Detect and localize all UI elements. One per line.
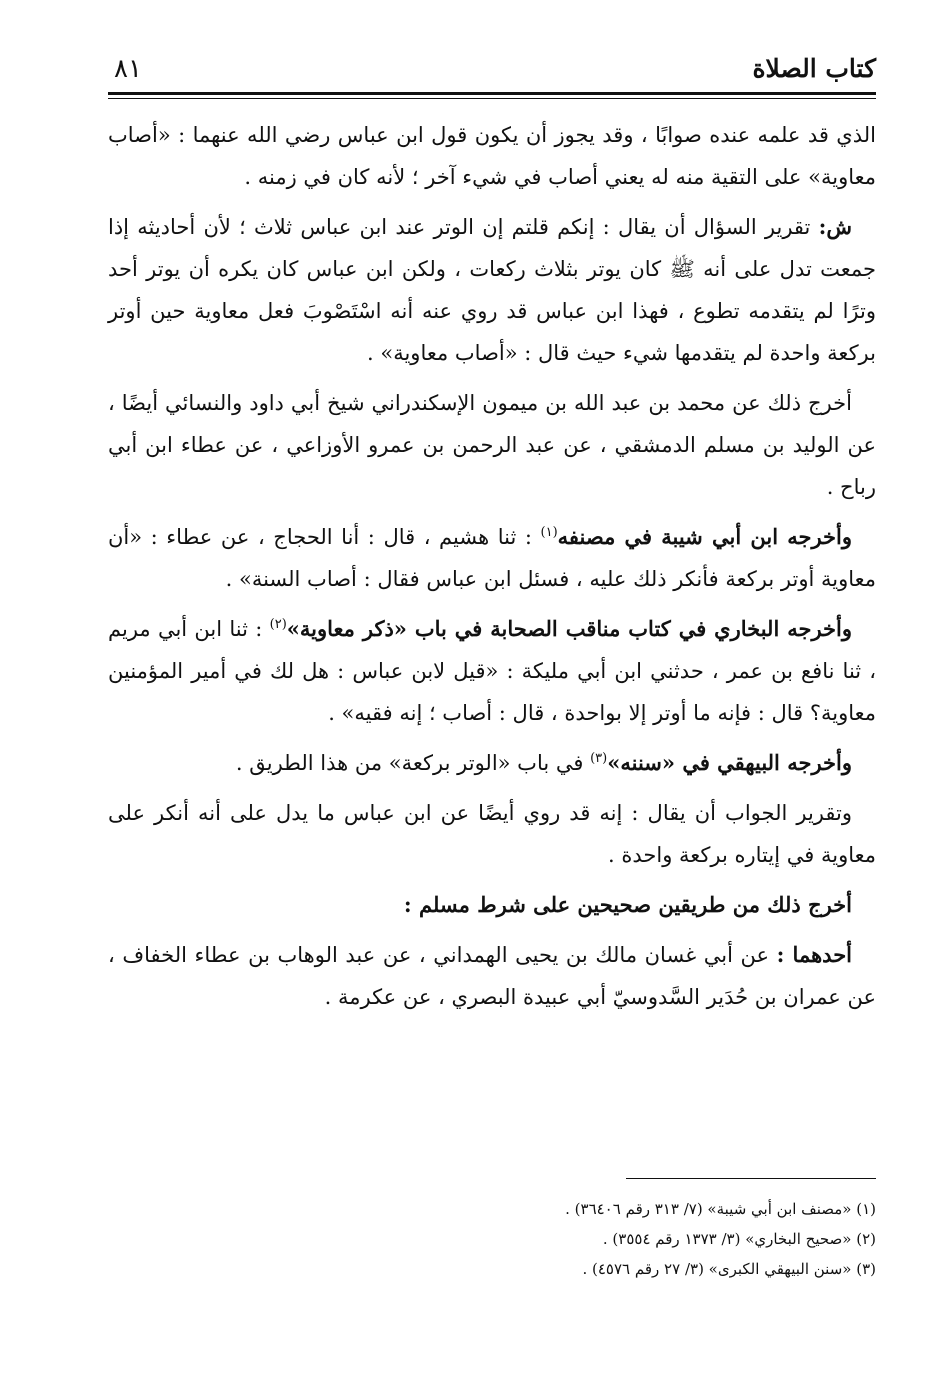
main-text: [108, 114, 876, 1026]
footnote-3: (٣) «سنن البيهقي الكبرى» (٣/ ٢٧ رقم ٤٥٧٦) .: [582, 1260, 876, 1278]
footnote-ref-1[interactable]: (١): [540, 525, 558, 540]
footnotes: [108, 1194, 876, 1284]
footnote-2: (٢) «صحيح البخاري» (٣/ ١٣٧٣ رقم ٣٥٥٤) .: [602, 1230, 876, 1248]
paragraph-7: [108, 792, 876, 876]
paragraph-lead: أحدهما :: [776, 942, 853, 967]
paragraph-lead: وأخرجه ابن أبي شيبة في مصنفه: [557, 524, 853, 549]
footnote-1: (١) «مصنف ابن أبي شيبة» (٧/ ٣١٣ رقم ٣٦٤٠٦) .: [565, 1200, 876, 1218]
paragraph-9: [108, 934, 876, 1018]
paragraph-4: [108, 516, 876, 600]
paragraph-1: [108, 114, 876, 198]
page-header: [108, 48, 876, 92]
paragraph-5: [108, 608, 876, 734]
paragraph-text: : ثنا هشيم ، قال : أنا الحجاج ، عن عطاء : «أن معاوية أوتر بركعة فأنكر ذلك عليه ، فسئل ابن عباس فقال : أصاب السنة» .: [108, 525, 876, 591]
paragraph-text: في باب «الوتر بركعة» من هذا الطريق .: [235, 751, 591, 775]
paragraph-text: تقرير السؤال أن يقال : إنكم قلتم إن الوتر عند ابن عباس ثلاث ؛ لأن أحاديثه إذا جمعت تدل على أنه ﷺ كان يوتر بثلاث ركعات ، ولكن ابن عباس كان يكره أن يوتر أحد وترًا لم يتقدمه تطوع ، فهذا ابن عباس قد روي عنه أنه اسْتَصْوبَ فعل معاوية حين أوتر بركعة واحدة لم يتقدمها شيء حيث قال : «أصاب معاوية» .: [108, 215, 876, 365]
header-rule-thin: [108, 98, 876, 99]
paragraph-text: الذي قد علمه عنده صوابًا ، وقد يجوز أن يكون قول ابن عباس رضي الله عنهما : «أصاب معاوية» على التقية منه له يعني أصاب في شيء آخر ؛ لأنه كان في زمنه .: [108, 123, 876, 189]
footnote-separator: [626, 1178, 876, 1179]
paragraph-lead: وأخرجه البيهقي في «سننه»: [607, 750, 852, 775]
paragraph-text: وتقرير الجواب أن يقال : إنه قد روي أيضًا عن ابن عباس ما يدل على أنه أنكر على معاوية في إيتاره بركعة واحدة .: [108, 801, 876, 867]
paragraph-text: أخرج ذلك عن محمد بن عبد الله بن ميمون الإسكندراني شيخ أبي داود والنسائي أيضًا ، عن الوليد بن مسلم الدمشقي ، عن عبد الرحمن بن عمرو الأوزاعي ، عن عطاء ابن أبي رباح .: [108, 391, 876, 499]
paragraph-6: [108, 742, 876, 784]
header-rule-thick: [108, 92, 876, 95]
paragraph-text: عن أبي غسان مالك بن يحيى الهمداني ، عن عبد الوهاب بن عطاء الخفاف ، عن عمران بن حُدَير السَّدوسيّ أبي عبيدة البصري ، عن عكرمة .: [108, 943, 876, 1009]
paragraph-lead: وأخرجه البخاري في كتاب مناقب الصحابة في باب «ذكر معاوية»: [286, 616, 852, 641]
paragraph-8: [108, 884, 876, 926]
paragraph-heading: أخرج ذلك من طريقين صحيحين على شرط مسلم :: [403, 892, 852, 917]
page-number: ٨١: [114, 54, 142, 84]
book-page: [108, 48, 876, 1338]
footnote-ref-3[interactable]: (٣): [590, 751, 608, 766]
footnote-ref-2[interactable]: (٢): [269, 617, 287, 632]
paragraph-2: [108, 206, 876, 374]
paragraph-lead: ش:: [818, 214, 852, 239]
paragraph-3: [108, 382, 876, 508]
paragraph-text: : ثنا ابن أبي مريم ، ثنا نافع بن عمر ، حدثني ابن أبي مليكة : «قيل لابن عباس : هل لك في أمير المؤمنين معاوية؟ قال : فإنه ما أوتر إلا بواحدة ، قال : أصاب ؛ إنه فقيه» .: [108, 617, 876, 725]
chapter-title: كتاب الصلاة: [752, 54, 876, 83]
